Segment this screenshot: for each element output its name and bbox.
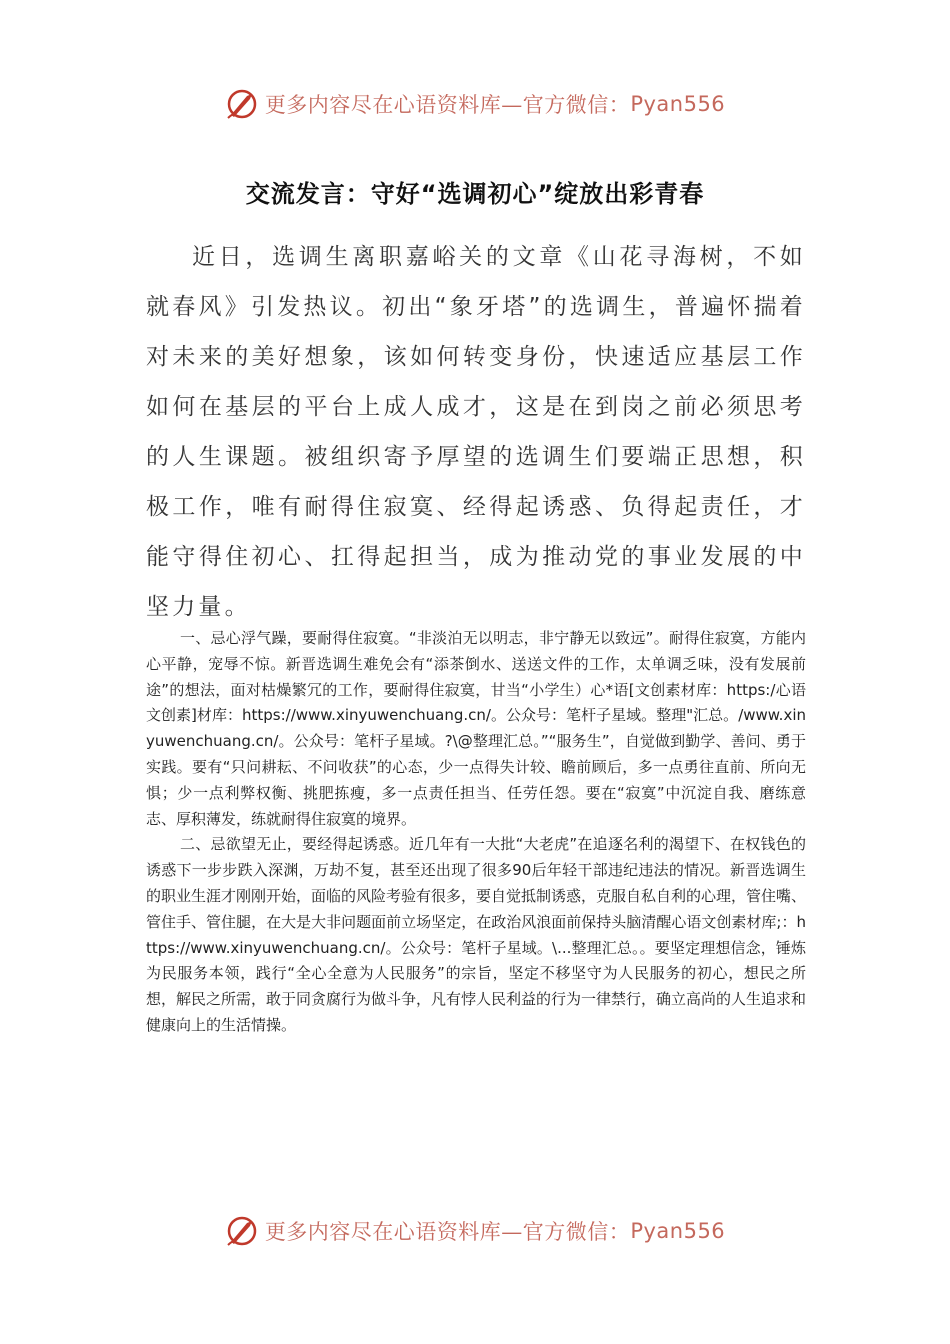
quill-pen-logo-icon — [225, 87, 259, 121]
header-banner — [0, 84, 950, 124]
section-1-paragraph: 一、忌心浮气躁，要耐得住寂寞。“非淡泊无以明志，非宁静无以致远”。耐得住寂寞，方能内心平静，宠辱不惊。新晋选调生难免会有“添茶倒水、送送文件的工作，太单调乏味，没有发展前途”的想法，面对枯燥繁冗的工作，要耐得住寂寞，甘当“小学生）心*语[文创素材库：https:/心语文创素]材库：https://www.xinyuwenchuang.cn/。公众号：笔杆子星域。整理"汇总。/www.xinyuwenchuang.cn/。公众号：笔杆子星域。?\@整理汇总。”“服务生”，自觉做到勤学、善问、勇于实践。要有“只问耕耘、不问收获”的心态，少一点得失计较、瞻前顾后，多一点勇往直前、所向无惧；少一点利弊权衡、挑肥拣瘦，多一点责任担当、任劳任怨。要在“寂寞”中沉淀自我、磨练意志、厚积薄发，练就耐得住寂寞的境界。 — [146, 629, 806, 828]
lead-paragraph: 近日，选调生离职嘉峪关的文章《山花寻海树，不如就春风》引发热议。初出“象牙塔”的选调生，普遍怀揣着对未来的美好想象，该如何转变身份，快速适应基层工作如何在基层的平台上成人成才，这是在到岗之前必须思考的人生课题。被组织寄予厚望的选调生们要端正思想，积极工作，唯有耐得住寂寞、经得起诱惑、负得起责任，才能守得住初心、扛得起担当，成为推动党的事业发展的中坚力量。 — [146, 244, 806, 620]
article-title: 交流发言：守好“选调初心”绽放出彩青春 — [245, 180, 705, 208]
footer-banner — [0, 1211, 950, 1251]
section-2-paragraph: 二、忌欲望无止，要经得起诱惑。近几年有一大批“大老虎”在追逐名利的渴望下、在权钱色的诱惑下一步步跌入深渊，万劫不复，甚至还出现了很多90后年轻干部违纪违法的情况。新晋选调生的职业生涯才刚刚开始，面临的风险考验有很多，要自觉抵制诱惑，克服自私自利的心理，管住嘴、管住手、管住腿，在大是大非问题面前立场坚定，在政治风浪面前保持头脑清醒心语文创素材库;：https://www.xinyuwenchuang.cn/。公众号：笔杆子星域。\...整理汇总。。要坚定理想信念，锤炼为民服务本领，践行“全心全意为人民服务”的宗旨，坚定不移坚守为人民服务的初心，想民之所想，解民之所需，敢于同贪腐行为做斗争，凡有悖人民利益的行为一律禁行，确立高尚的人生追求和健康向上的生活情操。 — [146, 835, 807, 1034]
banner-label: 更多内容尽在心语资料库—官方微信： — [264, 1220, 631, 1244]
wechat-id: Pyan556 — [630, 92, 726, 116]
article-body — [146, 626, 806, 1039]
wechat-id: Pyan556 — [630, 1219, 726, 1243]
quill-pen-logo-icon — [225, 1214, 259, 1248]
banner-label: 更多内容尽在心语资料库—官方微信： — [264, 93, 631, 117]
